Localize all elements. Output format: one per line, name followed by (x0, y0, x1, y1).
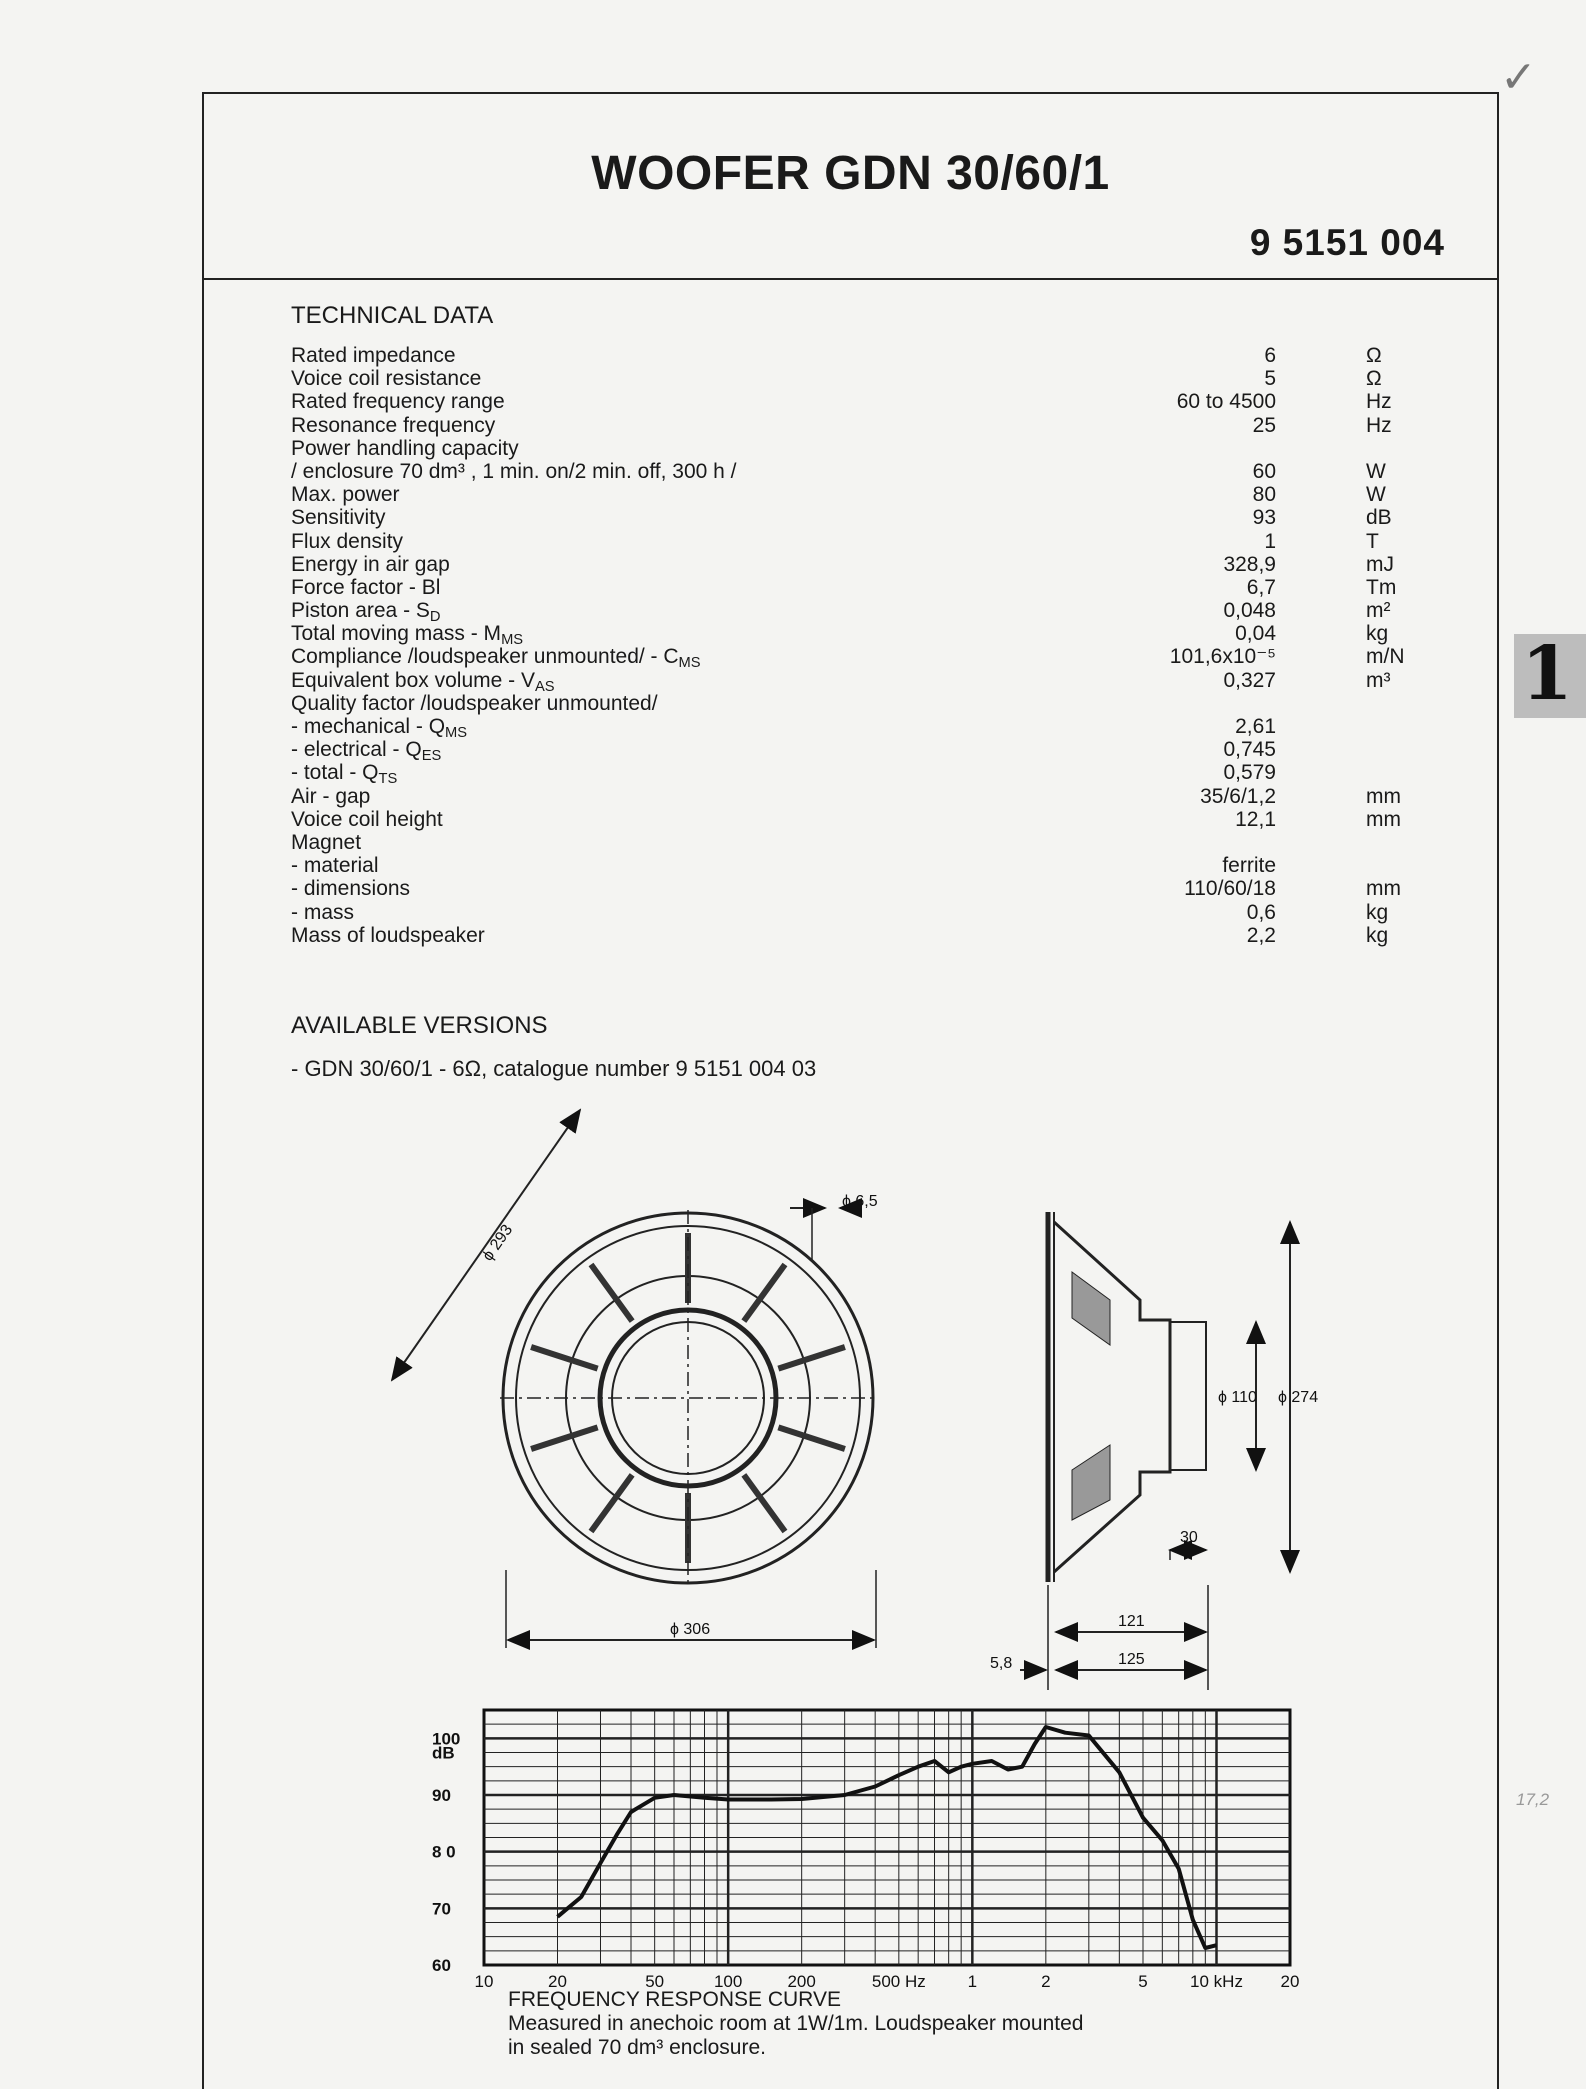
spec-value: 93 (1252, 506, 1276, 530)
x-tick-label: 50 (645, 1972, 665, 1991)
spec-value: 0,327 (1223, 668, 1276, 692)
dim-125: 125 (1118, 1651, 1145, 1668)
spec-label-text: - mass (291, 900, 354, 924)
handwritten-margin-note: 17,2 (1516, 1790, 1550, 1809)
chart-caption-line2: in sealed 70 dm³ enclosure. (508, 2036, 766, 2059)
spec-label-text: Magnet (291, 830, 362, 854)
spec-label-text: Force factor - Bl (291, 575, 441, 599)
spec-value: 0,04 (1235, 622, 1276, 646)
spec-label-text: Piston area - S (291, 599, 430, 623)
chart-title: FREQUENCY RESPONSE CURVE (508, 1988, 841, 2011)
spec-value: 110/60/18 (1184, 877, 1276, 901)
spec-label-subscript: MS (678, 655, 701, 672)
technical-data-heading: TECHNICAL DATA (291, 302, 494, 329)
spec-label-text: Rated impedance (291, 344, 456, 367)
x-tick-label: 5 (1138, 1972, 1148, 1991)
spec-unit: m³ (1366, 668, 1391, 692)
available-version-item: - GDN 30/60/1 - 6Ω, catalogue number 9 5151 004 03 (291, 1056, 817, 1081)
spec-unit: Ω (1366, 344, 1382, 367)
spec-label-text: Voice coil resistance (291, 367, 482, 391)
spec-value: ferrite (1222, 854, 1276, 878)
spec-value: 5 (1264, 367, 1276, 391)
chart-caption (508, 1988, 1083, 2060)
spec-label-text: Max. power (291, 483, 400, 507)
spec-value: 6,7 (1246, 575, 1276, 599)
spec-label-text: Energy in air gap (291, 552, 450, 576)
spec-label-subscript: MS (501, 632, 524, 649)
handwritten-check-mark: ✓ (1500, 52, 1537, 103)
spec-value: 0,048 (1223, 599, 1276, 623)
spec-value: 35/6/1,2 (1200, 784, 1276, 808)
spec-label-text: Air - gap (291, 784, 371, 808)
spec-unit: kg (1366, 622, 1389, 646)
y-tick-label: dB (432, 1743, 455, 1763)
dim-121: 121 (1118, 1613, 1145, 1630)
spec-label-text: Sensitivity (291, 506, 386, 530)
spec-value: 6 (1264, 344, 1276, 367)
x-tick-label: 2 (1041, 1972, 1051, 1991)
spec-label-text: Power handling capacity (291, 436, 519, 460)
spec-unit: dB (1366, 506, 1392, 530)
x-tick-label: 20 (548, 1972, 567, 1991)
dim-d65: ϕ 6,5 (842, 1193, 878, 1210)
page-title: WOOFER GDN 30/60/1 (591, 147, 1110, 200)
spec-value: 2,61 (1235, 715, 1276, 738)
y-tick-label: 90 (432, 1786, 451, 1805)
y-tick-label: 100 (432, 1729, 461, 1749)
dim-5-8: 5,8 (990, 1655, 1013, 1672)
spec-unit: mJ (1366, 552, 1394, 576)
x-tick-label: 10 kHz (1190, 1972, 1243, 1991)
spec-value: 0,6 (1246, 900, 1276, 924)
spec-label-text: Equivalent box volume - V (291, 668, 535, 692)
available-versions-heading: AVAILABLE VERSIONS (291, 1012, 548, 1039)
spec-label-text: Voice coil height (291, 807, 443, 831)
chart-caption-line1: Measured in anechoic room at 1W/1m. Loudspeaker mounted (508, 2012, 1084, 2035)
y-tick-label: 70 (432, 1899, 451, 1919)
spec-value: 1 (1264, 529, 1276, 553)
spec-unit: W (1366, 483, 1386, 507)
spec-unit: mm (1366, 807, 1401, 831)
spec-label-text: - material (291, 854, 379, 878)
dim-d110: ϕ 110 (1218, 1389, 1257, 1406)
dim-30: 30 (1180, 1529, 1198, 1546)
spec-label-text: Resonance frequency (291, 413, 496, 437)
spec-unit: m² (1366, 599, 1391, 623)
x-tick-label: 500 Hz (871, 1972, 926, 1991)
x-tick-label: 1 (967, 1972, 978, 1991)
section-tab-number: 1 (1521, 631, 1573, 717)
spec-label-text: - total - Q (291, 761, 379, 785)
spec-value: 60 to 4500 (1176, 390, 1276, 414)
spec-unit: kg (1366, 923, 1389, 947)
x-tick-label: 100 (713, 1972, 743, 1991)
spec-label-text: / enclosure 70 dm³ , 1 min. on/2 min. off, 300 h / (291, 459, 737, 483)
spec-label-text: Quality factor /loudspeaker unmounted/ (291, 691, 658, 715)
spec-label-subscript: MS (445, 725, 468, 741)
x-tick-label: 10 (474, 1972, 494, 1991)
spec-unit: T (1366, 529, 1379, 553)
spec-label-text: Total moving mass - M (291, 622, 502, 646)
spec-value: 60 (1252, 459, 1276, 483)
x-tick-label: 20 (1280, 1972, 1300, 1991)
spec-value: 0,579 (1223, 761, 1276, 785)
dim-d306: ϕ 306 (670, 1621, 711, 1638)
spec-unit: m/N (1366, 645, 1405, 669)
spec-value: 12,1 (1235, 807, 1276, 831)
spec-unit: mm (1366, 877, 1401, 901)
spec-unit: Tm (1366, 575, 1397, 599)
spec-value: 328,9 (1223, 552, 1276, 576)
spec-label-text: Rated frequency range (291, 390, 505, 414)
catalogue-number: 9 5151 004 (1249, 222, 1445, 263)
spec-unit: kg (1366, 900, 1389, 924)
spec-label-text: - mechanical - Q (291, 715, 446, 738)
spec-unit: Hz (1366, 390, 1392, 414)
spec-unit: Ω (1366, 367, 1382, 391)
dim-d293: ϕ 293 (479, 1221, 517, 1265)
x-tick-label: 200 (787, 1972, 816, 1991)
y-tick-label: 8 0 (432, 1842, 456, 1862)
spec-label-text: Compliance /loudspeaker unmounted/ - C (291, 645, 679, 669)
spec-label-text: - electrical - Q (291, 738, 422, 762)
spec-label-subscript: TS (378, 771, 398, 788)
spec-value: 25 (1252, 413, 1276, 437)
spec-label-text: - dimensions (291, 877, 411, 901)
spec-value: 101,6x10⁻⁵ (1169, 645, 1276, 669)
spec-unit: W (1366, 459, 1386, 483)
spec-label-text: Flux density (291, 529, 404, 553)
dim-d274: ϕ 274 (1278, 1389, 1319, 1406)
spec-label-subscript: ES (421, 748, 442, 765)
y-tick-label: 60 (432, 1956, 451, 1975)
spec-value: 2,2 (1246, 923, 1276, 947)
spec-value: 0,745 (1223, 738, 1276, 762)
spec-label-subscript: AS (534, 678, 555, 695)
spec-unit: mm (1366, 784, 1401, 808)
spec-value: 80 (1252, 483, 1276, 507)
spec-label-subscript: D (429, 609, 441, 626)
spec-unit: Hz (1366, 413, 1392, 437)
spec-label-text: Mass of loudspeaker (291, 923, 485, 947)
